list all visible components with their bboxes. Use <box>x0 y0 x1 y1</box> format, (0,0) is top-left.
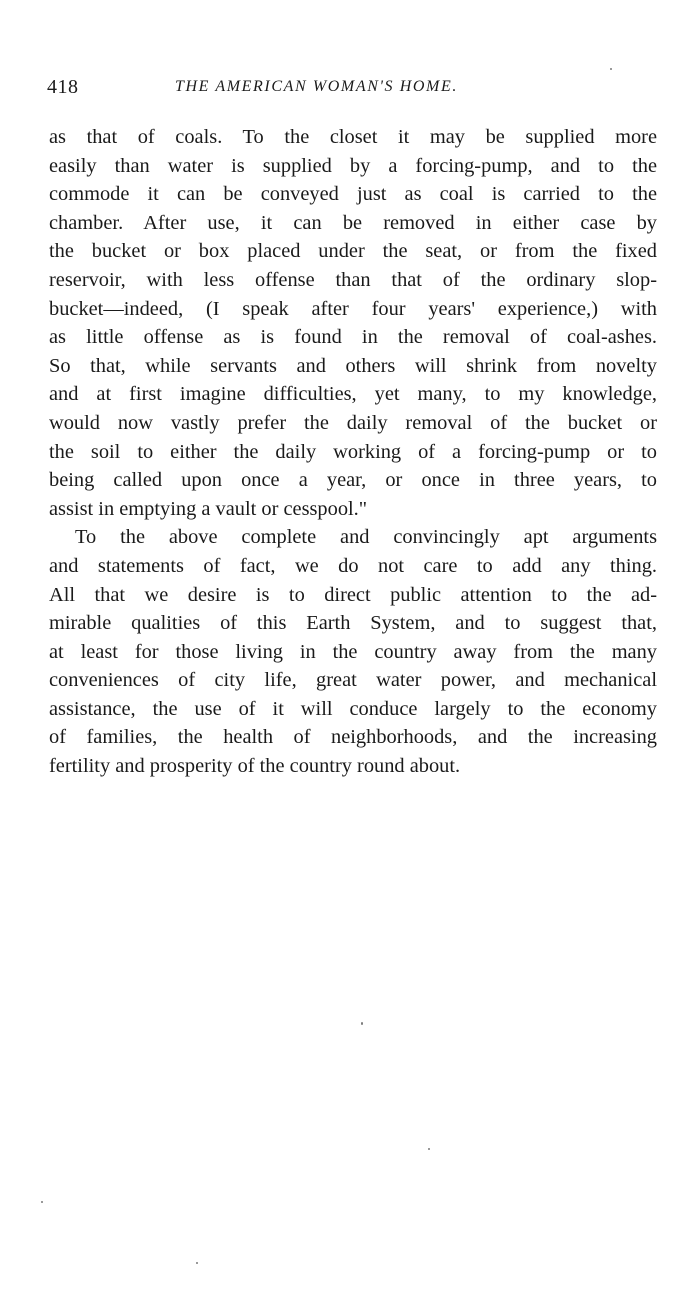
text-line: conveniences of city life, great water power, and mechanical <box>49 669 657 692</box>
text-line: commode it can be conveyed just as coal is carried to the <box>49 183 657 206</box>
running-head <box>47 76 657 100</box>
text-line: So that, while servants and others will shrink from novelty <box>49 354 657 377</box>
text-line: bucket—indeed, (I speak after four years' experience,) with <box>49 297 657 320</box>
paper-speck <box>41 1201 43 1203</box>
text-line: fertility and prosperity of the country round about. <box>49 755 461 778</box>
text-line: the soil to either the daily working of a forcing-pump or to <box>49 440 657 463</box>
text-line: of families, the health of neighborhoods, and the increasing <box>49 726 657 749</box>
text-line: To the above complete and convincingly apt arguments <box>75 526 657 549</box>
paper-speck <box>196 1262 198 1264</box>
text-line: easily than water is supplied by a forcing-pump, and to the <box>49 154 657 177</box>
page-number: 418 <box>47 76 79 98</box>
text-line: as little offense as is found in the removal of coal-ashes. <box>49 326 657 349</box>
text-line: as that of coals. To the closet it may be supplied more <box>49 126 657 148</box>
text-line: assist in emptying a vault or cesspool." <box>49 497 368 520</box>
paper-speck <box>610 68 612 70</box>
text-line: at least for those living in the country away from the many <box>49 640 657 663</box>
paper-speck <box>361 1022 363 1025</box>
text-line: All that we desire is to direct public attention to the ad- <box>49 583 657 606</box>
text-line: the bucket or box placed under the seat, or from the fixed <box>49 240 657 263</box>
body-text <box>49 123 657 781</box>
text-line: would now vastly prefer the daily removal of the bucket or <box>49 411 657 434</box>
text-line: reservoir, with less offense than that of the ordinary slop- <box>49 268 657 291</box>
text-line: and statements of fact, we do not care to add any thing. <box>49 554 657 577</box>
text-line: mirable qualities of this Earth System, and to suggest that, <box>49 612 657 635</box>
text-line: and at first imagine difficulties, yet many, to my knowledge, <box>49 383 657 406</box>
text-line: assistance, the use of it will conduce largely to the economy <box>49 697 657 720</box>
text-line: chamber. After use, it can be removed in either case by <box>49 211 657 234</box>
paragraph-continued <box>49 123 657 523</box>
running-title: THE AMERICAN WOMAN'S HOME. <box>175 78 458 95</box>
paper-speck <box>428 1148 430 1150</box>
text-line: being called upon once a year, or once in three years, to <box>49 469 657 492</box>
paragraph-conclusion <box>49 523 657 780</box>
